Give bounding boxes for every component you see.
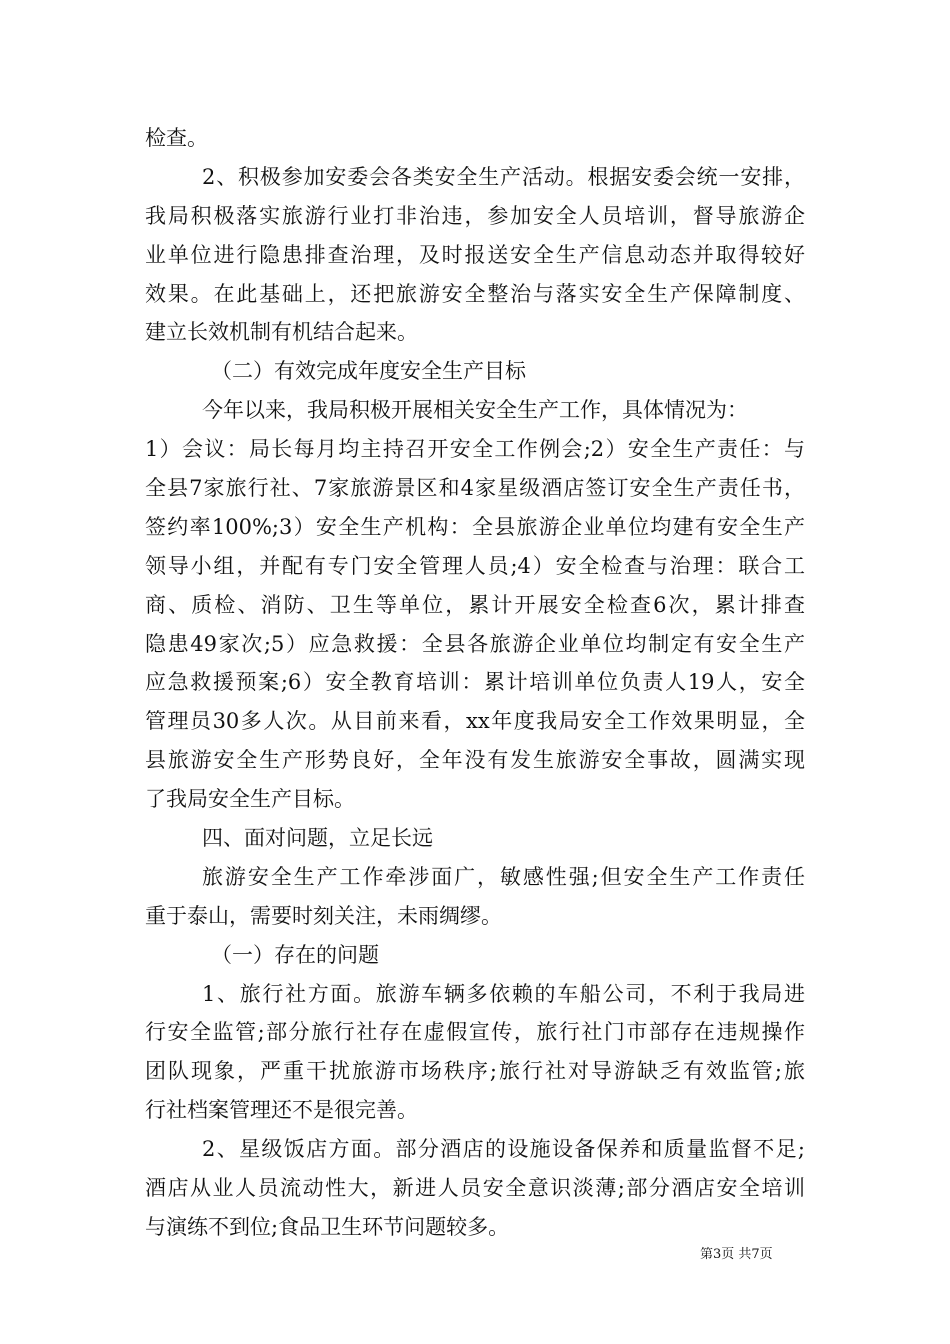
page-number: 第3页 共7页 [700, 1247, 773, 1262]
text-line: 管理员30多人次。从目前来看，xx年度我局安全工作效果明显，全 [145, 709, 805, 734]
text-line: 2、星级饭店方面。部分酒店的设施设备保养和质量监督不足; [202, 1137, 805, 1162]
text-line: 签约率100%;3）安全生产机构：全县旅游企业单位均建有安全生产 [145, 514, 805, 539]
text-line: 旅游安全生产工作牵涉面广，敏感性强;但安全生产工作责任 [202, 864, 805, 889]
text-line: 商、质检、消防、卫生等单位，累计开展安全检查6次，累计排查 [145, 592, 805, 617]
text-line: 行安全监管;部分旅行社存在虚假宣传，旅行社门市部存在违规操作 [145, 1020, 805, 1045]
text-line: 1、旅行社方面。旅游车辆多依赖的车船公司，不利于我局进 [202, 981, 805, 1006]
text-line: 四、面对问题，立足长远 [202, 826, 433, 851]
text-line: 团队现象，严重干扰旅游市场秩序;旅行社对导游缺乏有效监管;旅 [145, 1059, 805, 1084]
text-line: 全县7家旅行社、7家旅游景区和4家星级酒店签订安全生产责任书， [145, 476, 805, 501]
text-line: 隐患49家次;5）应急救援：全县各旅游企业单位均制定有安全生产 [145, 631, 805, 656]
text-line: （二）有效完成年度安全生产目标 [211, 359, 526, 384]
text-line: 与演练不到位;食品卫生环节问题较多。 [145, 1214, 510, 1239]
text-line: 1）会议：局长每月均主持召开安全工作例会;2）安全生产责任：与 [145, 437, 805, 462]
text-line: 领导小组，并配有专门安全管理人员;4）安全检查与治理：联合工 [145, 553, 805, 578]
text-line: 2、积极参加安委会各类安全生产活动。根据安委会统一安排， [202, 164, 805, 189]
text-line: 检查。 [145, 126, 208, 150]
text-line: 效果。在此基础上，还把旅游安全整治与落实安全生产保障制度、 [145, 281, 805, 306]
text-line: 行社档案管理还不是很完善。 [145, 1098, 418, 1123]
text-line: 业单位进行隐患排查治理，及时报送安全生产信息动态并取得较好 [145, 242, 805, 267]
text-line: 县旅游安全生产形势良好，全年没有发生旅游安全事故，圆满实现 [145, 748, 805, 773]
document-body [145, 119, 805, 1247]
text-line: 我局积极落实旅游行业打非治违，参加安全人员培训，督导旅游企 [145, 203, 805, 228]
text-line: 酒店从业人员流动性大，新进人员安全意识淡薄;部分酒店安全培训 [145, 1176, 805, 1201]
text-line: （一）存在的问题 [211, 942, 379, 967]
text-line: 建立长效机制有机结合起来。 [145, 320, 418, 345]
text-line: 今年以来，我局积极开展相关安全生产工作，具体情况为： [202, 398, 748, 423]
text-line: 了我局安全生产目标。 [145, 787, 355, 812]
text-line: 应急救援预案;6）安全教育培训：累计培训单位负责人19人，安全 [145, 670, 805, 695]
text-line: 重于泰山，需要时刻关注，未雨绸缪。 [145, 903, 502, 928]
